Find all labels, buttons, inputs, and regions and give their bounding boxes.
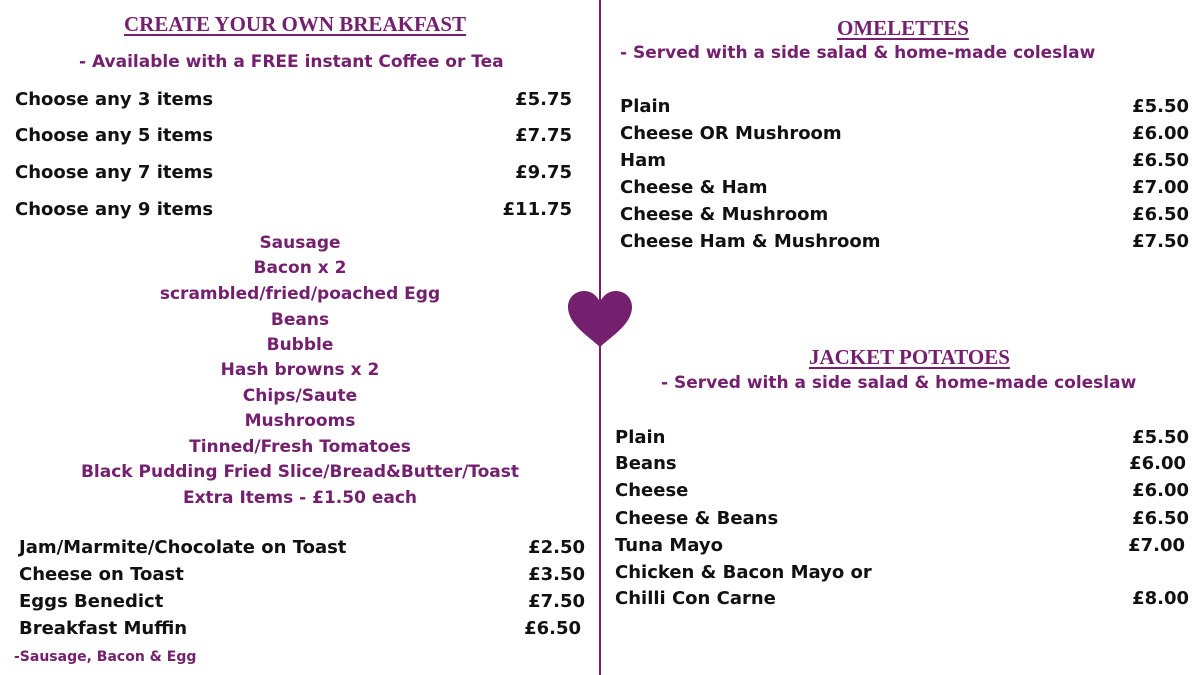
breakfast-item: Beans xyxy=(270,310,330,330)
omelette-price: £5.50 xyxy=(1132,96,1189,117)
breakfast-item: Sausage xyxy=(259,233,341,253)
option-price: £5.75 xyxy=(515,89,572,110)
jacket-label: Cheese xyxy=(615,480,689,501)
heart-icon xyxy=(566,290,634,348)
muffin-note: -Sausage, Bacon & Egg xyxy=(14,649,197,665)
breakfast-item: Bubble xyxy=(266,335,334,355)
extra-label: Eggs Benedict xyxy=(19,591,164,612)
jacket-label: Tuna Mayo xyxy=(615,535,723,556)
option-label: Choose any 9 items xyxy=(15,199,214,220)
omelette-label: Cheese & Mushroom xyxy=(620,204,829,225)
omelette-price: £6.00 xyxy=(1132,123,1189,144)
jacket-potatoes-subtitle: - Served with a side salad & home-made coleslaw xyxy=(661,373,1137,393)
extra-price: £6.50 xyxy=(524,618,581,639)
omelette-label: Plain xyxy=(620,96,671,117)
jacket-price: £6.50 xyxy=(1132,508,1189,529)
extra-label: Breakfast Muffin xyxy=(19,618,188,639)
breakfast-item: scrambled/fried/poached Egg xyxy=(159,284,441,304)
jacket-label: Chicken & Bacon Mayo or xyxy=(615,562,872,583)
breakfast-item: Bacon x 2 xyxy=(253,258,347,278)
jacket-label: Chilli Con Carne xyxy=(615,588,776,609)
omelette-price: £6.50 xyxy=(1132,204,1189,225)
breakfast-item: Hash browns x 2 xyxy=(220,360,380,380)
jacket-label: Beans xyxy=(615,453,677,474)
breakfast-item: Black Pudding Fried Slice/Bread&Butter/Toast xyxy=(80,462,520,482)
jacket-price: £6.00 xyxy=(1129,453,1186,474)
omelette-label: Ham xyxy=(620,150,666,171)
omelettes-subtitle: - Served with a side salad & home-made coleslaw xyxy=(620,43,1096,63)
option-label: Choose any 7 items xyxy=(15,162,214,183)
extra-price: £2.50 xyxy=(528,537,585,558)
option-price: £7.75 xyxy=(515,125,572,146)
option-price: £11.75 xyxy=(502,199,572,220)
breakfast-item: Tinned/Fresh Tomatoes xyxy=(189,437,411,457)
omelette-price: £6.50 xyxy=(1132,150,1189,171)
jacket-label: Plain xyxy=(615,427,666,448)
breakfast-subtitle: - Available with a FREE instant Coffee or Tea xyxy=(79,52,504,72)
option-label: Choose any 5 items xyxy=(15,125,214,146)
option-label: Choose any 3 items xyxy=(15,89,214,110)
breakfast-item: Extra Items - £1.50 each xyxy=(182,488,418,508)
extra-label: Cheese on Toast xyxy=(19,564,184,585)
extra-price: £7.50 xyxy=(528,591,585,612)
option-price: £9.75 xyxy=(515,162,572,183)
extra-label: Jam/Marmite/Chocolate on Toast xyxy=(19,537,347,558)
omelette-label: Cheese OR Mushroom xyxy=(620,123,842,144)
jacket-price: £7.00 xyxy=(1128,535,1185,556)
jacket-price: £8.00 xyxy=(1132,588,1189,609)
omelette-label: Cheese Ham & Mushroom xyxy=(620,231,881,252)
extra-price: £3.50 xyxy=(528,564,585,585)
jacket-label: Cheese & Beans xyxy=(615,508,779,529)
omelette-price: £7.50 xyxy=(1132,231,1189,252)
jacket-potatoes-title: JACKET POTATOES xyxy=(809,345,1010,369)
breakfast-item: Mushrooms xyxy=(244,411,356,431)
omelettes-title: OMELETTES xyxy=(837,16,969,40)
omelette-price: £7.00 xyxy=(1132,177,1189,198)
breakfast-title: CREATE YOUR OWN BREAKFAST xyxy=(124,12,467,36)
omelette-label: Cheese & Ham xyxy=(620,177,768,198)
jacket-price: £6.00 xyxy=(1132,480,1189,501)
jacket-price: £5.50 xyxy=(1132,427,1189,448)
breakfast-item: Chips/Saute xyxy=(242,386,358,406)
